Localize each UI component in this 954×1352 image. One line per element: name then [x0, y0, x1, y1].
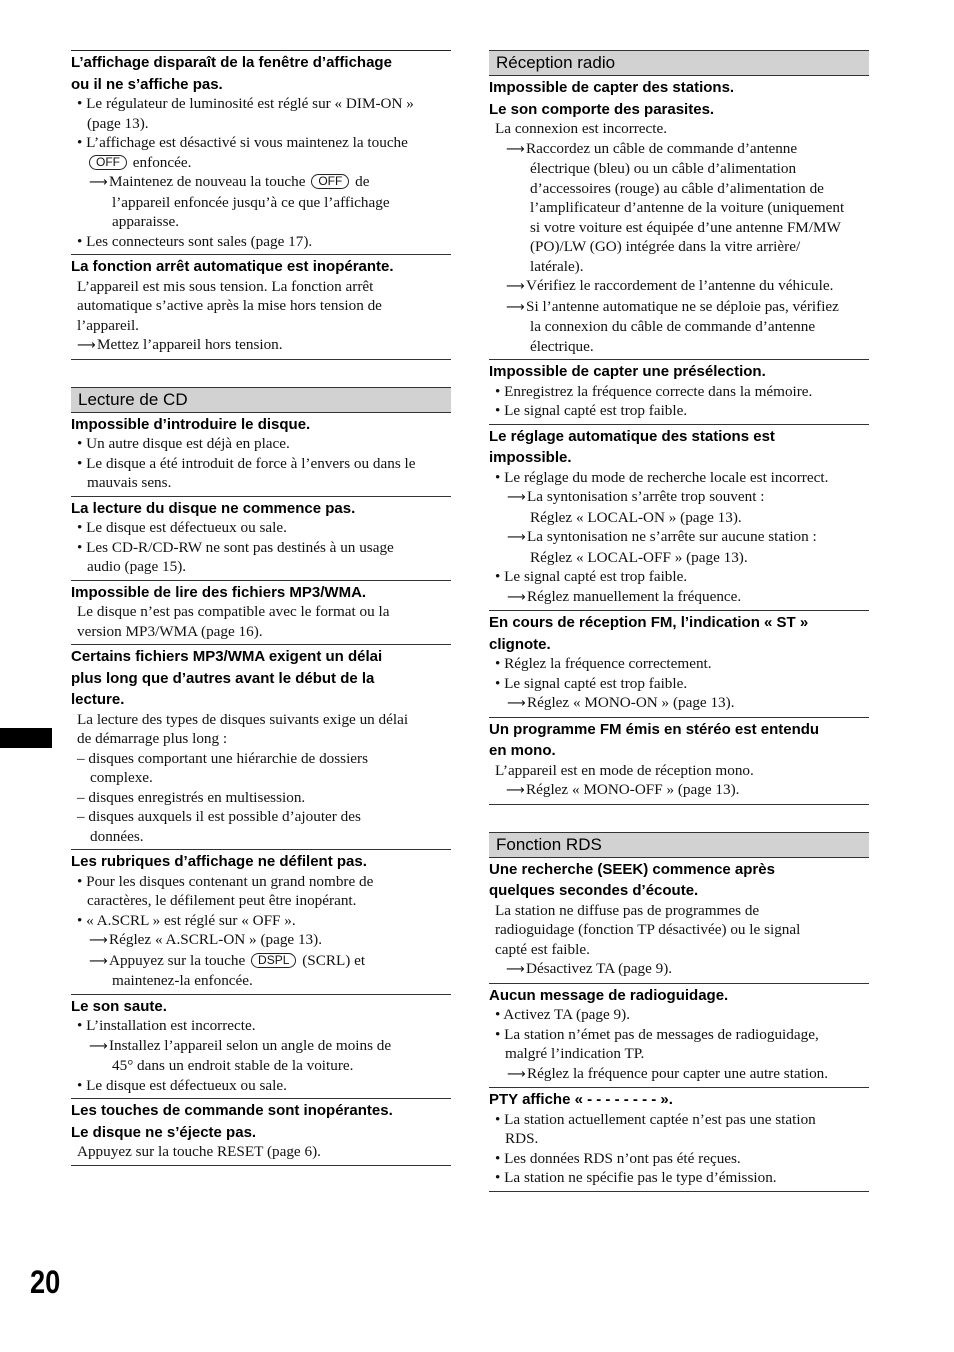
bullet-item: • La station n’émet pas de messages de radioguidage,: [495, 1025, 819, 1043]
line-text: Maintenez de nouveau la touche: [109, 173, 306, 190]
arrow-icon: ⟶: [506, 279, 524, 294]
bullet-item: • Pour les disques contenant un grand nombre de: [77, 872, 374, 890]
section-heading-radio: Réception radio: [489, 50, 869, 76]
line-text: Le signal capté est trop faible.: [504, 674, 688, 692]
bullet-item: • Réglez la fréquence correctement.: [495, 655, 712, 672]
line-text: Vérifiez le raccordement de l’antenne du véhicule.: [526, 277, 834, 294]
bullet-item: • Les CD-R/CD-RW ne sont pas destinés à un usage: [77, 538, 394, 556]
line-text: 45° dans un endroit stable de la voiture.: [112, 1057, 354, 1074]
body-text: [71, 602, 451, 622]
line-text: audio (page 15).: [87, 558, 187, 575]
body-text: [489, 257, 869, 277]
arrow-icon: ⟶: [89, 953, 107, 969]
question-heading: Le son saute.: [71, 997, 167, 1015]
question-heading: Impossible de capter des stations.: [489, 79, 735, 96]
question-heading: lecture.: [71, 691, 125, 708]
troubleshoot-entry: [71, 51, 451, 255]
question-heading: Le disque ne s’éjecte pas.: [71, 1123, 257, 1141]
body-text: [71, 277, 451, 297]
question-heading: Certains fichiers MP3/WMA exigent un délai: [71, 648, 383, 665]
question-heading: Le son comporte des parasites.: [489, 100, 715, 118]
line-text: (SCRL) et: [302, 951, 366, 969]
body-text: – disques comportant une hiérarchie de dossiers: [77, 749, 369, 767]
section-gap: [71, 360, 451, 387]
body-text: [489, 901, 869, 921]
line-text: Les CD-R/CD-RW ne sont pas destinés à un usage: [86, 538, 394, 556]
bullet-item: • Les connecteurs sont sales (page 17).: [77, 232, 313, 250]
body-text: [489, 761, 869, 781]
arrow-icon: ⟶: [507, 1066, 525, 1082]
question-heading: ou il ne s’affiche pas.: [71, 75, 223, 93]
body-text: [71, 473, 451, 493]
body-text: [489, 237, 869, 257]
question-heading: Le réglage automatique des stations est: [489, 427, 775, 445]
body-text: [489, 198, 869, 218]
arrow-icon: ⟶: [77, 338, 95, 353]
line-text: La connexion est incorrecte.: [495, 120, 668, 137]
remedy-item: [489, 297, 869, 318]
troubleshoot-entry: [71, 255, 451, 360]
bullet-item: • Le disque a été introduit de force à l’envers ou dans le: [77, 454, 416, 472]
troubleshoot-entry: [71, 995, 451, 1100]
right-column: [489, 50, 869, 1192]
line-text: Le signal capté est trop faible.: [504, 402, 688, 419]
body-text: [71, 316, 451, 336]
troubleshoot-entry: [71, 497, 451, 581]
line-text: la connexion du câble de commande d’antenne: [530, 318, 816, 335]
line-text: Réglez manuellement la fréquence.: [527, 587, 742, 605]
line-text: (page 13).: [87, 114, 149, 132]
key-button-icon: OFF: [311, 174, 349, 189]
arrow-icon: ⟶: [506, 299, 524, 315]
line-text: L’affichage est désactivé si vous maintenez la touche: [86, 134, 408, 151]
body-text: [71, 827, 451, 847]
bullet-item: • Les données RDS n’ont pas été reçues.: [495, 1149, 741, 1167]
remedy-item: [489, 527, 869, 548]
line-text: Réglez « LOCAL-ON » (page 13).: [530, 508, 742, 526]
question-heading: Un programme FM émis en stéréo est entendu: [489, 720, 820, 738]
line-text: Raccordez un câble de commande d’antenne: [526, 139, 798, 157]
line-text: d’accessoires (rouge) au câble d’alimentation de: [530, 179, 824, 197]
arrow-icon: ⟶: [89, 175, 107, 190]
body-text: [489, 1129, 869, 1149]
body-text: [71, 212, 451, 232]
line-text: Le signal capté est trop faible.: [504, 568, 688, 585]
body-text: [71, 729, 451, 749]
bullet-item: • Le signal capté est trop faible.: [495, 568, 688, 585]
troubleshoot-entry: [71, 413, 451, 497]
line-text: La station ne spécifie pas le type d’émission.: [504, 1169, 777, 1186]
question-heading: clignote.: [489, 635, 551, 653]
side-tab-marker: [0, 728, 52, 748]
line-text: Le disque a été introduit de force à l’envers ou dans le: [86, 454, 416, 472]
right-blocks-2: [489, 858, 869, 1192]
arrow-icon: ⟶: [89, 1038, 107, 1054]
bullet-item: • Le disque est défectueux ou sale.: [77, 1076, 287, 1094]
troubleshoot-entry: [489, 611, 869, 718]
question-heading: La lecture du disque ne commence pas.: [71, 499, 356, 517]
question-heading: En cours de réception FM, l’indication « ST »: [489, 614, 809, 631]
question-heading: Impossible de capter une présélection.: [489, 363, 766, 380]
body-text: [489, 920, 869, 940]
line-text: La syntonisation ne s’arrête sur aucune station :: [527, 528, 817, 545]
troubleshoot-entry: [489, 858, 869, 984]
line-text: enfoncée.: [132, 153, 192, 171]
body-text: [489, 119, 869, 139]
body-text: [71, 114, 451, 134]
body-text: [71, 971, 451, 991]
question-heading: Les rubriques d’affichage ne défilent pas.: [71, 853, 367, 870]
line-text: Réglez la fréquence pour capter une autre station.: [527, 1064, 829, 1082]
line-text: Réglez la fréquence correctement.: [504, 655, 712, 672]
bullet-item: • La station actuellement captée n’est pas une station: [495, 1110, 816, 1128]
remedy-item: [489, 276, 869, 297]
arrow-icon: ⟶: [507, 530, 525, 545]
line-text: « A.SCRL » est réglé sur « OFF ».: [86, 911, 296, 929]
troubleshoot-entry: [489, 718, 869, 805]
body-text: [489, 1044, 869, 1064]
remedy-item: [71, 1036, 451, 1057]
line-text: capté est faible.: [495, 940, 590, 958]
remedy-item: [71, 335, 451, 356]
question-heading: Les touches de commande sont inopérantes.: [71, 1102, 393, 1119]
question-heading: Impossible de lire des fichiers MP3/WMA.: [71, 583, 367, 601]
line-text: mauvais sens.: [87, 474, 172, 491]
line-text: électrique (bleu) ou un câble d’alimentation: [530, 160, 797, 177]
line-text: Réglez « LOCAL-OFF » (page 13).: [530, 548, 748, 566]
line-text: Si l’antenne automatique ne se déploie pas, vérifiez: [526, 297, 839, 315]
question-heading: L’affichage disparaît de la fenêtre d’affichage: [71, 54, 392, 71]
bullet-item: • Enregistrez la fréquence correcte dans la mémoire.: [495, 382, 813, 400]
line-text: Le régulateur de luminosité est réglé sur « DIM-ON »: [86, 95, 414, 112]
body-text: [71, 557, 451, 577]
line-text: La station actuellement captée n’est pas une station: [504, 1110, 816, 1128]
line-text: L’appareil est en mode de réception mono.: [495, 761, 754, 779]
body-text: [71, 153, 451, 173]
body-text: [71, 193, 451, 213]
line-text: version MP3/WMA (page 16).: [77, 622, 263, 640]
troubleshoot-entry: [489, 1088, 869, 1192]
line-text: disques comportant une hiérarchie de dossiers: [88, 749, 369, 767]
arrow-icon: ⟶: [507, 490, 525, 505]
bullet-item: • Le signal capté est trop faible.: [495, 402, 688, 419]
line-text: malgré l’indication TP.: [505, 1045, 645, 1062]
remedy-item: [489, 587, 869, 608]
body-text: [489, 508, 869, 528]
troubleshoot-entry: [71, 1099, 451, 1166]
line-text: La syntonisation s’arrête trop souvent :: [527, 488, 765, 505]
remedy-item: [71, 930, 451, 951]
line-text: Appuyez sur la touche RESET (page 6).: [77, 1143, 321, 1160]
bullet-item: • Un autre disque est déjà en place.: [77, 435, 290, 452]
remedy-item: [71, 951, 451, 972]
line-text: Le réglage du mode de recherche locale est incorrect.: [504, 468, 829, 486]
line-text: l’appareil.: [77, 316, 139, 334]
line-text: de: [355, 173, 370, 190]
line-text: Installez l’appareil selon un angle de moins de: [109, 1036, 392, 1054]
line-text: caractères, le défilement peut être inopérant.: [87, 892, 357, 909]
bullet-item: • Activez TA (page 9).: [495, 1006, 630, 1023]
section-heading-cd: Lecture de CD: [71, 387, 451, 413]
line-text: maintenez-la enfoncée.: [112, 972, 253, 989]
line-text: si votre voiture est équipée d’une antenne FM/MW: [530, 218, 841, 236]
body-text: [71, 622, 451, 642]
line-text: Enregistrez la fréquence correcte dans la mémoire.: [504, 382, 813, 400]
remedy-item: [489, 487, 869, 508]
page-number: 20: [30, 1264, 61, 1300]
line-text: électrique.: [530, 337, 594, 355]
remedy-item: [489, 959, 869, 980]
line-text: La station ne diffuse pas de programmes de: [495, 901, 760, 919]
right-blocks-1: [489, 76, 869, 805]
line-text: l’amplificateur d’antenne de la voiture (uniquement: [530, 199, 845, 216]
line-text: l’appareil enfoncée jusqu’à ce que l’affichage: [112, 193, 390, 211]
line-text: Réglez « A.SCRL-ON » (page 13).: [109, 931, 323, 948]
line-text: automatique s’active après la mise hors tension de: [77, 297, 382, 314]
body-text: [489, 159, 869, 179]
key-button-icon: DSPL: [251, 953, 296, 968]
remedy-item: [489, 1064, 869, 1085]
line-text: latérale).: [530, 257, 584, 275]
question-heading: Aucun message de radioguidage.: [489, 986, 729, 1004]
remedy-item: [489, 139, 869, 160]
troubleshoot-entry: [489, 76, 869, 360]
line-text: complexe.: [90, 769, 153, 786]
arrow-icon: ⟶: [507, 589, 525, 605]
line-text: Le disque est défectueux ou sale.: [86, 519, 287, 536]
question-heading: quelques secondes d’écoute.: [489, 882, 699, 899]
troubleshoot-entry: [71, 581, 451, 646]
line-text: La lecture des types de disques suivants exige un délai: [77, 710, 409, 728]
question-heading: Une recherche (SEEK) commence après: [489, 860, 775, 878]
left-blocks-2: [71, 413, 451, 1166]
section-gap: [489, 805, 869, 832]
line-text: disques enregistrés en multisession.: [88, 788, 306, 806]
troubleshoot-entry: [71, 645, 451, 850]
troubleshoot-entry: [489, 360, 869, 425]
troubleshoot-entry: [489, 425, 869, 612]
body-text: [71, 296, 451, 316]
line-text: Les données RDS n’ont pas été reçues.: [504, 1149, 741, 1167]
line-text: Les connecteurs sont sales (page 17).: [86, 232, 313, 250]
bullet-item: • Le réglage du mode de recherche locale est incorrect.: [495, 468, 829, 486]
arrow-icon: ⟶: [89, 933, 107, 948]
arrow-icon: ⟶: [506, 141, 524, 157]
bullet-item: • Le disque est défectueux ou sale.: [77, 519, 287, 536]
question-heading: en mono.: [489, 742, 556, 759]
line-text: radioguidage (fonction TP désactivée) ou le signal: [495, 921, 801, 938]
body-text: [489, 548, 869, 568]
line-text: RDS.: [505, 1130, 539, 1147]
body-text: [489, 337, 869, 357]
line-text: apparaisse.: [112, 213, 180, 230]
bullet-item: • Le régulateur de luminosité est réglé sur « DIM-ON »: [77, 95, 414, 112]
line-text: Désactivez TA (page 9).: [526, 960, 673, 977]
left-blocks-1: [71, 51, 451, 360]
question-heading: La fonction arrêt automatique est inopérante.: [71, 258, 394, 275]
question-heading: Impossible d’introduire le disque.: [71, 415, 311, 433]
bullet-item: • La station ne spécifie pas le type d’émission.: [495, 1169, 777, 1186]
section-heading-rds: Fonction RDS: [489, 832, 869, 858]
arrow-icon: ⟶: [506, 962, 524, 977]
left-column: [71, 50, 451, 1166]
body-text: – disques auxquels il est possible d’ajouter des: [77, 808, 361, 825]
bullet-item: • « A.SCRL » est réglé sur « OFF ».: [77, 911, 296, 929]
arrow-icon: ⟶: [507, 696, 525, 711]
line-text: Appuyez sur la touche: [109, 951, 246, 969]
body-text: [71, 1142, 451, 1162]
question-heading: impossible.: [489, 449, 572, 466]
body-text: [489, 940, 869, 960]
body-text: [71, 891, 451, 911]
line-text: Un autre disque est déjà en place.: [86, 435, 290, 452]
body-text: [489, 317, 869, 337]
bullet-item: • Le signal capté est trop faible.: [495, 674, 688, 692]
remedy-item: [489, 693, 869, 714]
arrow-icon: ⟶: [506, 783, 524, 798]
line-text: (PO)/LW (GO) intégrée dans la vitre arrière/: [530, 238, 801, 255]
bullet-item: • L’affichage est désactivé si vous maintenez la touche: [77, 134, 408, 151]
line-text: Mettez l’appareil hors tension.: [97, 336, 283, 353]
line-text: Le disque est défectueux ou sale.: [86, 1076, 287, 1094]
body-text: – disques enregistrés en multisession.: [77, 788, 306, 806]
line-text: de démarrage plus long :: [77, 730, 228, 747]
question-heading: plus long que d’autres avant le début de la: [71, 669, 375, 687]
body-text: [71, 710, 451, 730]
line-text: disques auxquels il est possible d’ajouter des: [88, 808, 361, 825]
troubleshoot-entry: [71, 850, 451, 995]
question-heading: PTY affiche « - - - - - - - - ».: [489, 1091, 673, 1108]
line-text: Activez TA (page 9).: [503, 1006, 630, 1023]
line-text: La station n’émet pas de messages de radioguidage,: [504, 1025, 819, 1043]
body-text: [71, 768, 451, 788]
line-text: Réglez « MONO-OFF » (page 13).: [526, 781, 740, 798]
line-text: L’installation est incorrecte.: [86, 1017, 256, 1034]
line-text: L’appareil est mis sous tension. La fonction arrêt: [77, 277, 374, 295]
body-text: [71, 1056, 451, 1076]
remedy-item: [489, 780, 869, 801]
remedy-item: [71, 172, 451, 193]
body-text: [489, 179, 869, 199]
line-text: Pour les disques contenant un grand nombre de: [86, 872, 374, 890]
troubleshoot-entry: [489, 984, 869, 1089]
body-text: [489, 218, 869, 238]
line-text: Réglez « MONO-ON » (page 13).: [527, 694, 735, 711]
line-text: Le disque n’est pas compatible avec le format ou la: [77, 603, 390, 620]
key-button-icon: OFF: [89, 155, 127, 170]
bullet-item: • L’installation est incorrecte.: [77, 1017, 256, 1034]
line-text: données.: [90, 827, 144, 845]
